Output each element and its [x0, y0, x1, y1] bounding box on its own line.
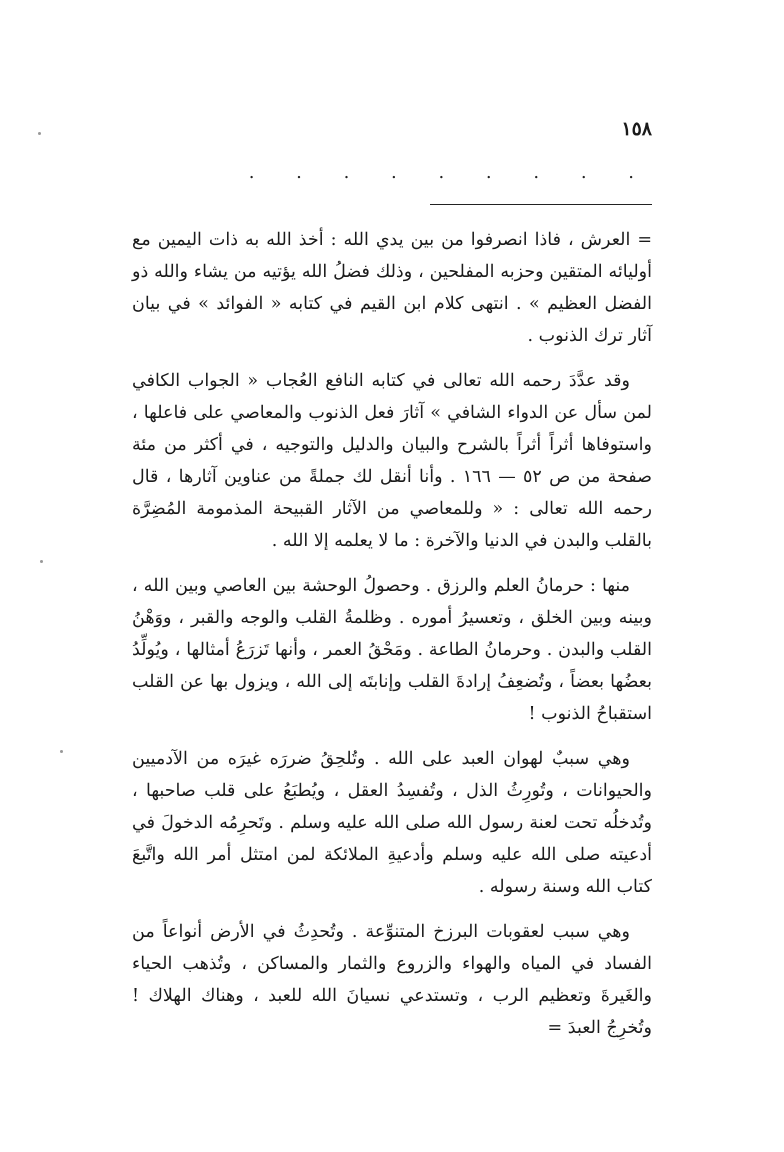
paragraph-2: وقد عدَّدَ رحمه الله تعالى في كتابه النافع العُجاب « الجواب الكافي لمن سأل عن الدواء الشافي » آثارَ فعل الذنوب والمعاصي على فاعلها ، واستوفاها أثراً أثراً بالشرح والبيان والدليل والتوجيه ، في أكثر من مئة صفحة من ص ٥٢ — ١٦٦ . وأنا أنقل لك جملةً من عناوين آثارها ، قال رحمه الله تعالى : « وللمعاصي من الآثار القبيحة المذمومة المُضِرَّة بالقلب والبدن في الدنيا والآخرة : ما لا يعلمه إلا الله .	[132, 371, 653, 551]
page-body	[132, 224, 652, 1057]
paragraph-1: = العرش ، فاذا انصرفوا من بين يدي الله : أخذ الله به ذات اليمين مع أوليائه المتقين وحزبه المفلحين ، وذلك فضلُ الله يؤتيه من يشاء والله ذو الفضل العظيم » . انتهى كلام ابن القيم في كتابه « الفوائد » في بيان آثار ترك الذنوب .	[132, 230, 652, 346]
paragraph-5: وهي سبب لعقوبات البرزخ المتنوِّعة . وتُحدِثُ في الأرض أنواعاً من الفساد في المياه والهواء والزروع والثمار والمساكن ، وتُذهب الحياء والغَيرةَ وتعظيم الرب ، وتستدعي نسيانَ الله للعبد ، وهناك الهلاك ! وتُخرِجُ العبدَ =	[132, 922, 652, 1038]
paragraph-3: منها : حرمانُ العلم والرزق . وحصولُ الوحشة بين العاصي وبين الله ، وبينه وبين الخلق ، وتعسيرُ أموره . وظلمةُ القلب والوجه والقبر ، ووَهْنُ القلب والبدن . وحرمانُ الطاعة . ومَحْقُ العمر ، وأنها تَزرَعُ أمثالها ، ويُولِّدُ بعضُها بعضاً ، وتُضعِفُ إرادةَ القلب وإنابتَه إلى الله ، ويزول بها عن القلب استقباحُ الذنوب !	[132, 576, 652, 724]
page-number: ١٥٨	[621, 118, 652, 140]
scan-speck	[38, 132, 41, 135]
scan-speck	[40, 560, 43, 563]
section-dots: . . . . . . . . .	[248, 162, 652, 183]
footnote-divider	[430, 204, 652, 205]
paragraph-4: وهي سببٌ لهوان العبد على الله . وتُلحِقُ ضررَه غيرَه من الآدميين والحيوانات ، وتُورِثُ الذل ، وتُفسِدُ العقل ، ويُطبَعُ على قلب صاحبها ، وتُدخلُه تحت لعنة رسول الله صلى الله عليه وسلم . وتَحرِمُه الدخولَ في أدعيته صلى الله عليه وسلم وأدعيةِ الملائكة لمن امتثل أمر الله واتَّبعَ كتاب الله وسنة رسوله .	[132, 749, 652, 897]
scan-speck	[60, 750, 63, 753]
